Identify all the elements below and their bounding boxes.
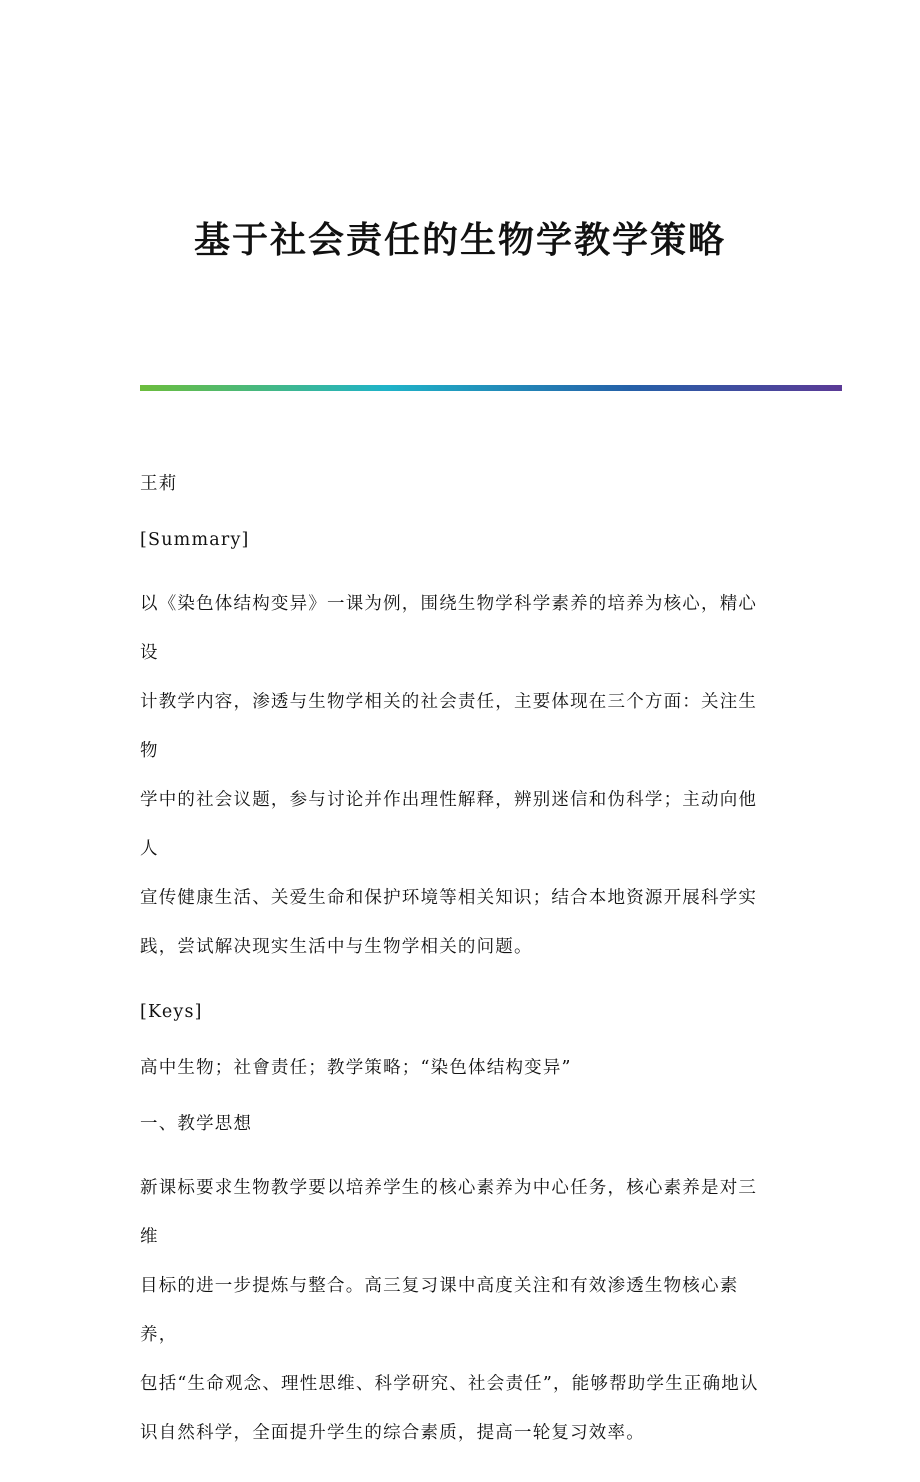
summary-line: 践，尝试解决现实生活中与生物学相关的问题。: [140, 937, 533, 957]
summary-paragraph: [140, 580, 774, 972]
section-line: 识自然科学，全面提升学生的综合素质，提高一轮复习效率。: [140, 1423, 645, 1443]
title-divider: [140, 385, 842, 391]
keys-label: [Keys]: [140, 1002, 203, 1022]
summary-line: 宣传健康生活、关爱生命和保护环境等相关知识；结合本地资源开展科学实: [140, 888, 758, 908]
summary-label: [Summary]: [140, 530, 250, 550]
section-heading: 一、教学思想: [140, 1114, 253, 1134]
section-line: 目标的进一步提炼与整合。高三复习课中高度关注和有效渗透生物核心素养，: [140, 1276, 739, 1345]
document-title: 基于社会责任的生物学教学策略: [193, 219, 726, 261]
summary-line: 学中的社会议题，参与讨论并作出理性解释，辨别迷信和伪科学；主动向他人: [140, 790, 758, 859]
document-body: [140, 468, 774, 1482]
summary-line: 以《染色体结构变异》一课为例，围绕生物学科学素养的培养为核心，精心设: [140, 594, 758, 663]
section-paragraph: [140, 1164, 774, 1458]
summary-line: 计教学内容，渗透与生物学相关的社会责任，主要体现在三个方面：关注生物: [140, 692, 758, 761]
section-line: 新课标要求生物教学要以培养学生的核心素养为中心任务，核心素养是对三维: [140, 1178, 758, 1247]
keywords-text: 高中生物；社會责任；教学策略；“染色体结构变异”: [140, 1058, 572, 1078]
section-line: 包括“生命观念、理性思维、科学研究、社会责任”，能够帮助学生正确地认: [140, 1374, 759, 1394]
author-name: 王莉: [140, 474, 178, 494]
